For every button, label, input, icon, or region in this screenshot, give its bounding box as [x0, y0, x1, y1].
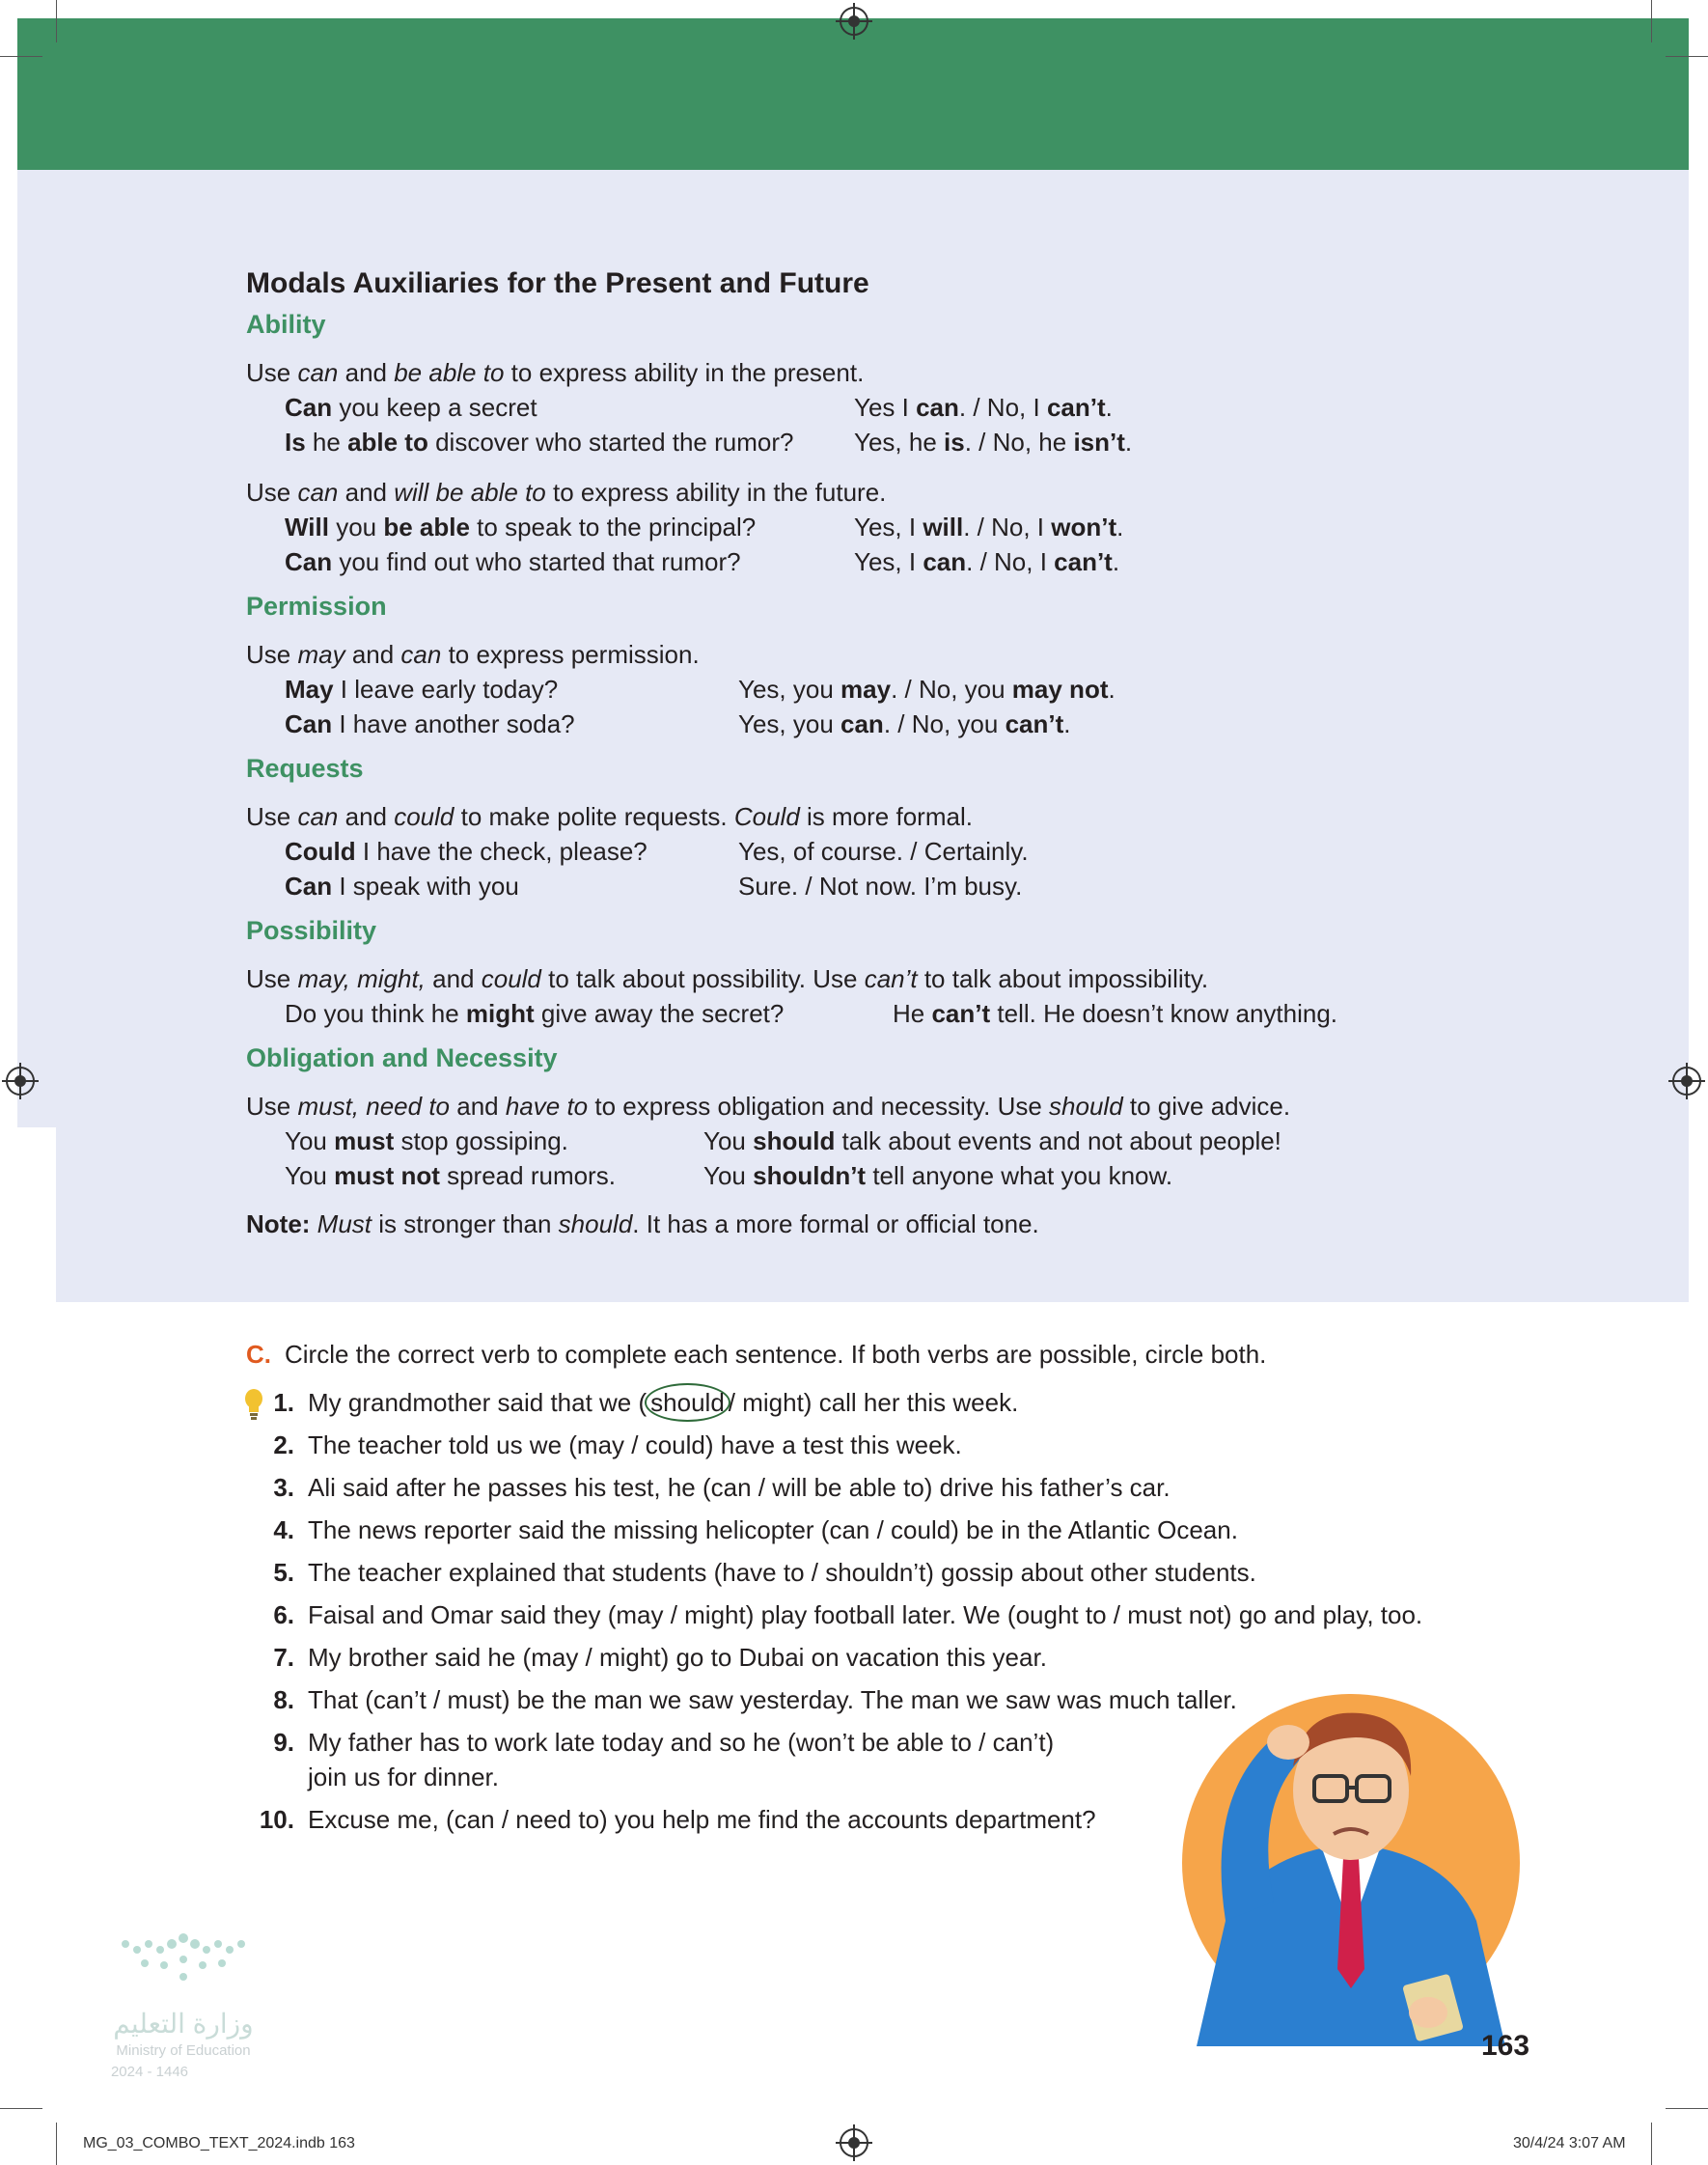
example-question: Can I have another soda?: [285, 709, 575, 738]
example-answer: Yes, you can. / No, you can’t.: [738, 709, 1071, 738]
example-answer: You should talk about events and not about people!: [703, 1126, 1281, 1155]
permission-intro: Use may and can to express permission.: [246, 640, 700, 669]
crop-mark: [0, 56, 42, 57]
example-row: [285, 672, 1501, 707]
registration-mark-icon: [6, 1067, 35, 1096]
possibility-intro: Use may, might, and could to talk about possibility. Use can’t to talk about impossibility.: [246, 964, 1209, 993]
exercise-item: 9. My father has to work late today and so he (won’t be able to / can’t) join us for dinner.: [273, 1728, 1055, 1791]
crop-mark: [1666, 2108, 1708, 2109]
example-answer: Yes I can. / No, I can’t.: [854, 393, 1113, 422]
registration-mark-icon: [1672, 1067, 1701, 1096]
section-heading-requests: Requests: [246, 754, 364, 783]
example-question: May I leave early today?: [285, 675, 559, 704]
header-band: [17, 18, 1689, 170]
logo-year: 2024 - 1446: [110, 2064, 189, 2080]
example-row: [285, 707, 1501, 741]
exercise-item: 2. The teacher told us we (may / could) have a test this week.: [273, 1430, 962, 1459]
example-question: You must stop gossiping.: [285, 1126, 568, 1155]
ministry-logo: [96, 1930, 357, 2085]
example-question: Can you find out who started that rumor?: [285, 547, 741, 576]
exercise-instruction: C. Circle the correct verb to complete each sentence. If both verbs are possible, circle both.: [246, 1340, 1267, 1369]
example-answer: Yes, I can. / No, I can’t.: [854, 547, 1120, 576]
example-question: Do you think he might give away the secret?: [285, 999, 785, 1028]
section-heading-permission: Permission: [246, 592, 387, 621]
exercise-letter: C.: [246, 1340, 271, 1369]
example-row: [285, 869, 1501, 903]
example-answer: He can’t tell. He doesn’t know anything.: [893, 999, 1338, 1028]
example-question: Can you keep a secret: [285, 393, 537, 422]
exercise-item: 5. The teacher explained that students (have to / shouldn’t) gossip about other students.: [273, 1558, 1256, 1587]
example-question: You must not spread rumors.: [285, 1161, 616, 1190]
note: Note: Must is stronger than should. It has a more formal or official tone.: [246, 1209, 1039, 1238]
logo-arabic-text: وزارة التعليم: [113, 2009, 254, 2039]
section-heading-ability: Ability: [246, 310, 326, 339]
example-row: [285, 834, 1501, 869]
grammar-content: [246, 261, 1501, 1241]
footer-date: 30/4/24 3:07 AM: [1513, 2135, 1626, 2151]
page-title: Modals Auxiliaries for the Present and Future: [246, 267, 869, 299]
example-question: Can I speak with you: [285, 872, 519, 901]
panel-notch: [17, 1127, 56, 1302]
example-answer: Yes, I will. / No, I won’t.: [854, 513, 1124, 541]
example-answer: Sure. / Not now. I’m busy.: [738, 872, 1023, 901]
example-answer: Yes, you may. / No, you may not.: [738, 675, 1116, 704]
example-row: [285, 390, 1501, 425]
requests-intro: Use can and could to make polite requests. Could is more formal.: [246, 802, 973, 831]
page-number: 163: [1481, 2030, 1530, 2062]
crop-mark: [1651, 2123, 1652, 2165]
exercise-item: 3. Ali said after he passes his test, he (can / will be able to) drive his father’s car.: [273, 1473, 1171, 1502]
example-answer: Yes, he is. / No, he isn’t.: [854, 428, 1133, 457]
ability-intro-present: Use can and be able to to express ability in the present.: [246, 358, 865, 387]
crop-mark: [1651, 0, 1652, 42]
logo-english-text: Ministry of Education: [116, 2042, 251, 2059]
example-row: [285, 510, 1501, 544]
section-heading-possibility: Possibility: [246, 916, 377, 945]
example-row: [285, 1158, 1501, 1193]
example-question: Will you be able to speak to the principal?: [285, 513, 757, 541]
exercise-item: 8. That (can’t / must) be the man we saw yesterday. The man we saw was much taller.: [273, 1685, 1237, 1714]
example-row: [285, 544, 1501, 579]
crop-mark: [56, 2123, 57, 2165]
section-heading-obligation: Obligation and Necessity: [246, 1043, 558, 1072]
crop-mark: [0, 2108, 42, 2109]
crop-mark: [56, 0, 57, 42]
footer-file-info: MG_03_COMBO_TEXT_2024.indb 163: [83, 2135, 355, 2151]
registration-mark-icon: [840, 2128, 868, 2157]
exercise-item: 7. My brother said he (may / might) go to Dubai on vacation this year.: [273, 1643, 1047, 1672]
example-row: [285, 996, 1501, 1031]
registration-mark-icon: [840, 7, 868, 36]
logo-dots-icon: [96, 1930, 270, 1988]
crop-mark: [1666, 56, 1708, 57]
obligation-intro: Use must, need to and have to to express obligation and necessity. Use should to give advice.: [246, 1092, 1291, 1121]
exercise-item: 10. Excuse me, (can / need to) you help me find the accounts department?: [259, 1805, 1096, 1834]
exercise-item: 4. The news reporter said the missing helicopter (can / could) be in the Atlantic Ocean.: [273, 1515, 1238, 1544]
exercise-item: 6. Faisal and Omar said they (may / might) play football later. We (ought to / must not) go and play, too.: [273, 1600, 1423, 1629]
circled-answer: should: [645, 1383, 730, 1422]
example-row: [285, 425, 1501, 459]
ability-intro-future: Use can and will be able to to express ability in the future.: [246, 478, 887, 507]
example-row: [285, 1124, 1501, 1158]
example-answer: Yes, of course. / Certainly.: [738, 837, 1029, 866]
example-answer: You shouldn’t tell anyone what you know.: [703, 1161, 1173, 1190]
confused-man-illustration: [1168, 1679, 1534, 2046]
example-question: Could I have the check, please?: [285, 837, 647, 866]
exercise-item: 1. My grandmother said that we ( should / might) call her this week.: [246, 1385, 1501, 1420]
example-question: Is he able to discover who started the rumor?: [285, 428, 794, 457]
